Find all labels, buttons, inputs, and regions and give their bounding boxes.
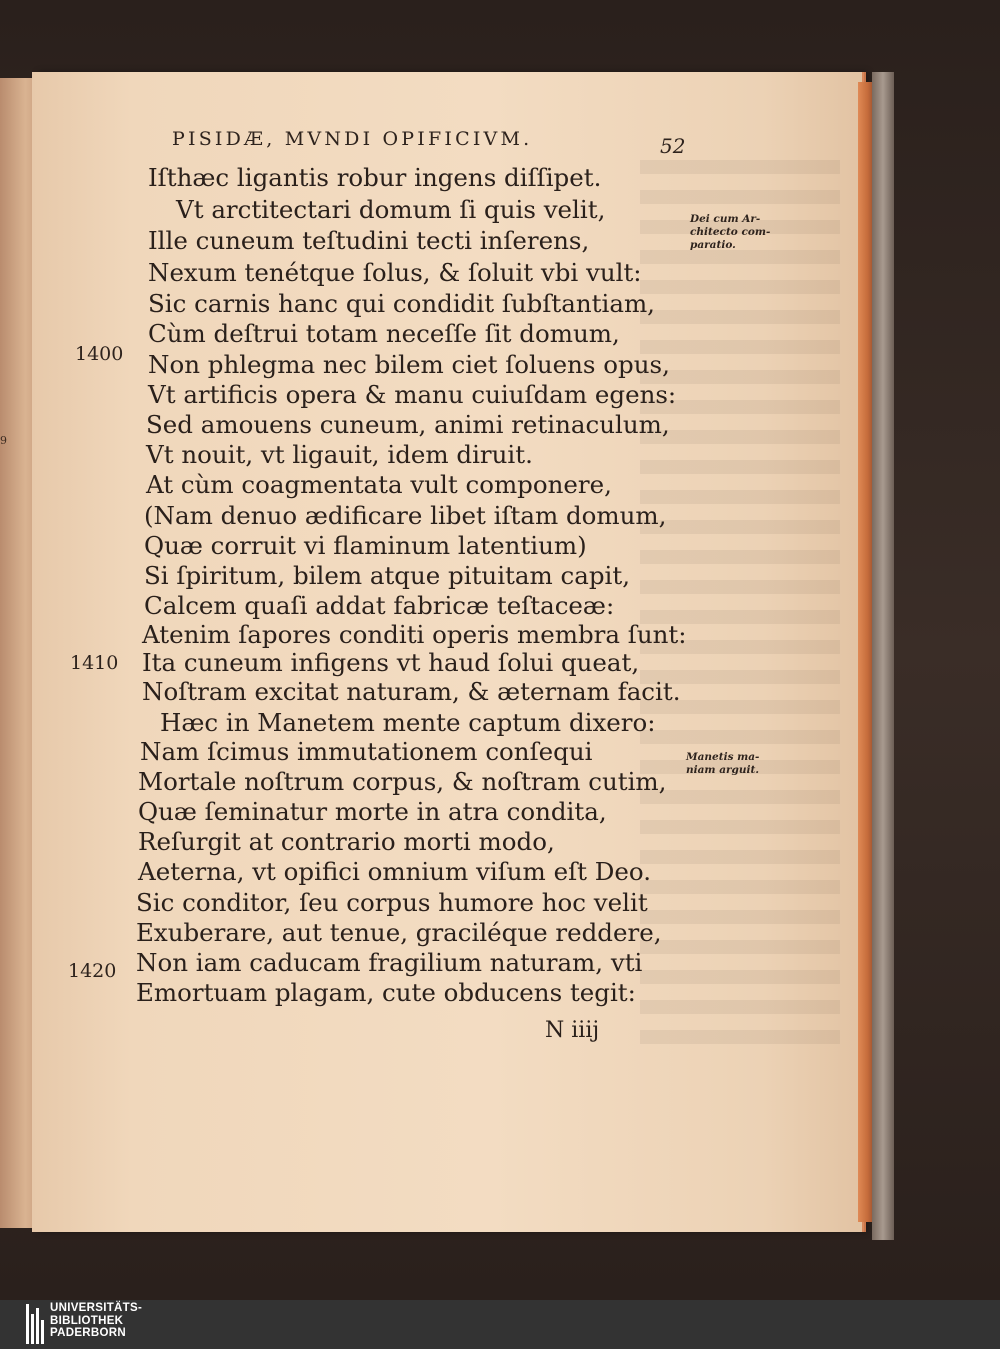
verse-line: Atenim ſapores conditi operis membra ſunt: [142, 620, 687, 649]
verse-line: Non iam caducam fragilium naturam, vti [136, 948, 643, 977]
verse-line: (Nam denuo ædificare libet iſtam domum, [144, 501, 667, 530]
marginal-note [686, 751, 759, 777]
logo-line: UNIVERSITÄTS- [50, 1302, 143, 1314]
note-line: Manetis ma- [686, 751, 760, 763]
verse-line: Calcem quaſi addat fabricæ teſtaceæ: [144, 591, 615, 620]
verse-line: Vt artificis opera & manu cuiuſdam egens: [148, 380, 677, 409]
signature-mark: N iiij [545, 1018, 600, 1043]
verse-line: Sic conditor, ſeu corpus humore hoc velit [136, 888, 648, 917]
verse-line: Non phlegma nec bilem ciet ſoluens opus, [148, 350, 670, 379]
logo-line: BIBLIOTHEK [50, 1314, 124, 1327]
library-logo-text[interactable] [50, 1302, 142, 1340]
verse-line: At cùm coagmentata vult componere, [146, 470, 612, 499]
verse-line: Reſurgit at contrario morti modo, [138, 827, 555, 856]
running-title: PISIDÆ, MVNDI OPIFICIVM. [172, 128, 533, 150]
verse-line: Aeterna, vt opifici omnium viſum eſt Deo. [138, 857, 652, 886]
verse-line: Vt arctitectari domum ſi quis velit, [176, 195, 606, 224]
verse-line: Noſtram excitat naturam, & æternam facit. [142, 677, 681, 706]
left-page-fragment: 9 [0, 434, 7, 447]
verse-line: Iſthæc ligantis robur ingens diſſipet. [148, 163, 602, 192]
verse-line: Cùm deſtrui totam neceſſe ſit domum, [148, 319, 620, 348]
verse-line: Ita cuneum infigens vt haud ſolui queat, [142, 648, 640, 677]
line-number: 1410 [70, 652, 119, 674]
verse-line: Ille cuneum teſtudini tecti inſerens, [148, 226, 590, 255]
library-logo-icon [26, 1304, 44, 1344]
verse-line: Mortale noſtrum corpus, & noſtram cutim, [138, 767, 667, 796]
show-through-text [640, 160, 840, 1060]
verse-line: Hæc in Manetem mente captum dixero: [160, 708, 656, 737]
verse-line: Si ſpiritum, bilem atque pituitam capit, [144, 561, 630, 590]
verse-line: Quæ ſeminatur morte in atra condita, [138, 797, 607, 826]
verse-line: Sed amouens cuneum, animi retinaculum, [146, 410, 670, 439]
footer-bar [0, 1300, 1000, 1349]
book-cover-edge [872, 72, 894, 1240]
verse-line: Emortuam plagam, cute obducens tegit: [136, 978, 636, 1007]
verse-line: Quæ corruit vi flaminum latentium) [144, 531, 587, 560]
verse-line: Vt nouit, vt ligauit, idem diruit. [146, 440, 533, 469]
line-number: 1420 [68, 960, 117, 982]
note-line: Dei cum Ar- [690, 213, 761, 225]
verse-line: Sic carnis hanc qui condidit ſubſtantiam, [148, 289, 655, 318]
page-number: 52 [660, 134, 686, 158]
note-line: niam arguit. [686, 764, 759, 776]
verse-line: Exuberare, aut tenue, graciléque reddere, [136, 918, 662, 947]
marginal-note [690, 213, 770, 252]
verse-line: Nexum tenétque ſolus, & ſoluit vbi vult: [148, 258, 642, 287]
note-line: paratio. [690, 239, 736, 251]
line-number: 1400 [75, 343, 124, 365]
verse-line: Nam ſcimus immutationem conſequi [140, 737, 593, 766]
logo-line: PADERBORN [50, 1327, 126, 1339]
note-line: chitecto com- [690, 226, 771, 238]
